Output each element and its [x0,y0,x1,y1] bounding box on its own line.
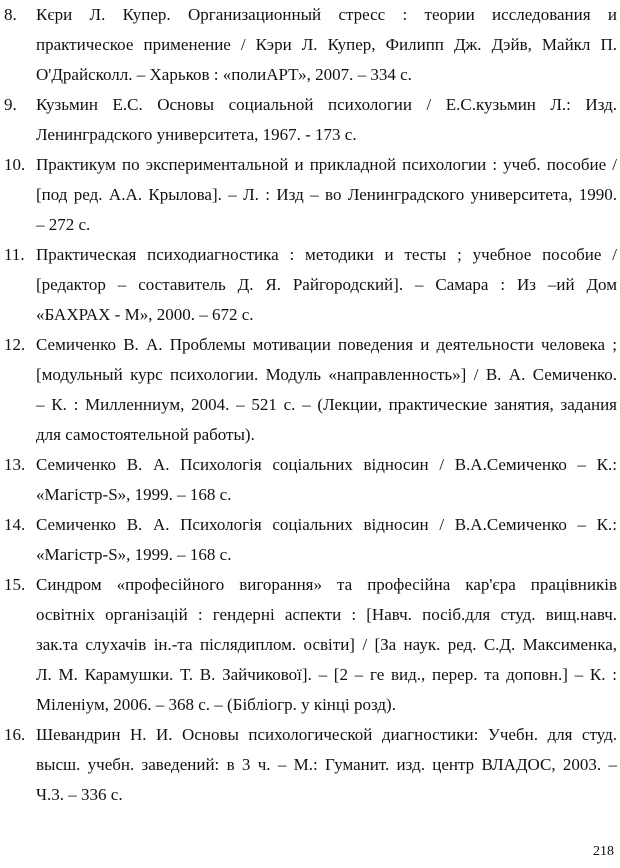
entry-text-line: зак.та слухачів ін.-та післядиплом. освіти] / [За наук. ред. С.Д. Максименка, [36,635,617,654]
entry-text-line: Практическая психодиагностика : методики и тесты ; учебное пособие / [36,245,617,264]
entry-number: 9. [4,95,17,114]
entry-number: 15. [4,575,26,594]
entry-text-line: высш. учебн. заведений: в 3 ч. – М.: Гуманит. изд. центр ВЛАДОС, 2003. – [36,755,617,774]
entry-number: 8. [4,5,17,24]
entry-text-line: О'Драйсколл. – Харьков : «полиАРТ», 2007. – 334 с. [36,65,412,84]
entry-number: 14. [4,515,26,534]
entry-text-line: Семиченко В. А. Проблемы мотивации поведения и деятельности человека ; [36,335,617,354]
entry-text-line: – 272 с. [36,215,91,234]
entry-text-line: [модульный курс психологии. Модуль «направленность»] / В. А. Семиченко. [36,365,617,384]
entry-text-line: освітніх організацій : гендерні аспекти : [Навч. посіб.для студ. вищ.навч. [36,605,617,624]
entry-text-line: Синдром «професійного вигорання» та професійна кар'єра працівників [36,575,617,594]
entry-text-line: [под ред. А.А. Крылова]. – Л. : Изд – во Ленинградского университета, 1990. [36,185,617,204]
entry-number: 12. [4,335,26,354]
entry-text-line: Л. М. Карамушки. Т. В. Зайчикової]. – [2 – ге вид., перер. та доповн.] – К. : [36,665,617,684]
entry-text-line: Семиченко В. А. Психологія соціальних відносин / В.А.Семиченко – К.: [36,455,617,474]
entry-text-line: «Магістр-S», 1999. – 168 с. [36,545,232,564]
entry-number: 13. [4,455,26,474]
entry-text-line: Міленіум, 2006. – 368 с. – (Бібліогр. у кінці розд). [36,695,396,714]
entry-number: 11. [4,245,25,264]
entry-text-line: Шевандрин Н. И. Основы психологической диагностики: Учебн. для студ. [36,725,617,744]
entry-number: 16. [4,725,26,744]
entry-text-line: Семиченко В. А. Психологія соціальних відносин / В.А.Семиченко – К.: [36,515,617,534]
entry-text-line: Ленинградского университета, 1967. - 173 с. [36,125,357,144]
entry-text-line: Кузьмин Е.С. Основы социальной психологии / Е.С.кузьмин Л.: Изд. [36,95,617,114]
entry-text-line: Ч.3. – 336 с. [36,785,123,804]
entry-text-line: «Магістр-S», 1999. – 168 с. [36,485,232,504]
entry-number: 10. [4,155,26,174]
entry-text-line: Практикум по экспериментальной и прикладной психологии : учеб. пособие / [36,155,617,174]
entry-text-line: практическое применение / Кэри Л. Купер, Филипп Дж. Дэйв, Майкл П. [36,35,617,54]
entry-text-line: Кєри Л. Купер. Организационный стресс : теории исследования и [36,5,617,24]
entry-text-line: – К. : Милленниум, 2004. – 521 с. – (Лекции, практические занятия, задания [36,395,617,414]
entry-text-line: «БАХРАХ - М», 2000. – 672 с. [36,305,254,324]
page-number: 218 [593,844,614,859]
entry-text-line: для самостоятельной работы). [36,425,255,444]
entry-text-line: [редактор – составитель Д. Я. Райгородский]. – Самара : Из –ий Дом [36,275,617,294]
